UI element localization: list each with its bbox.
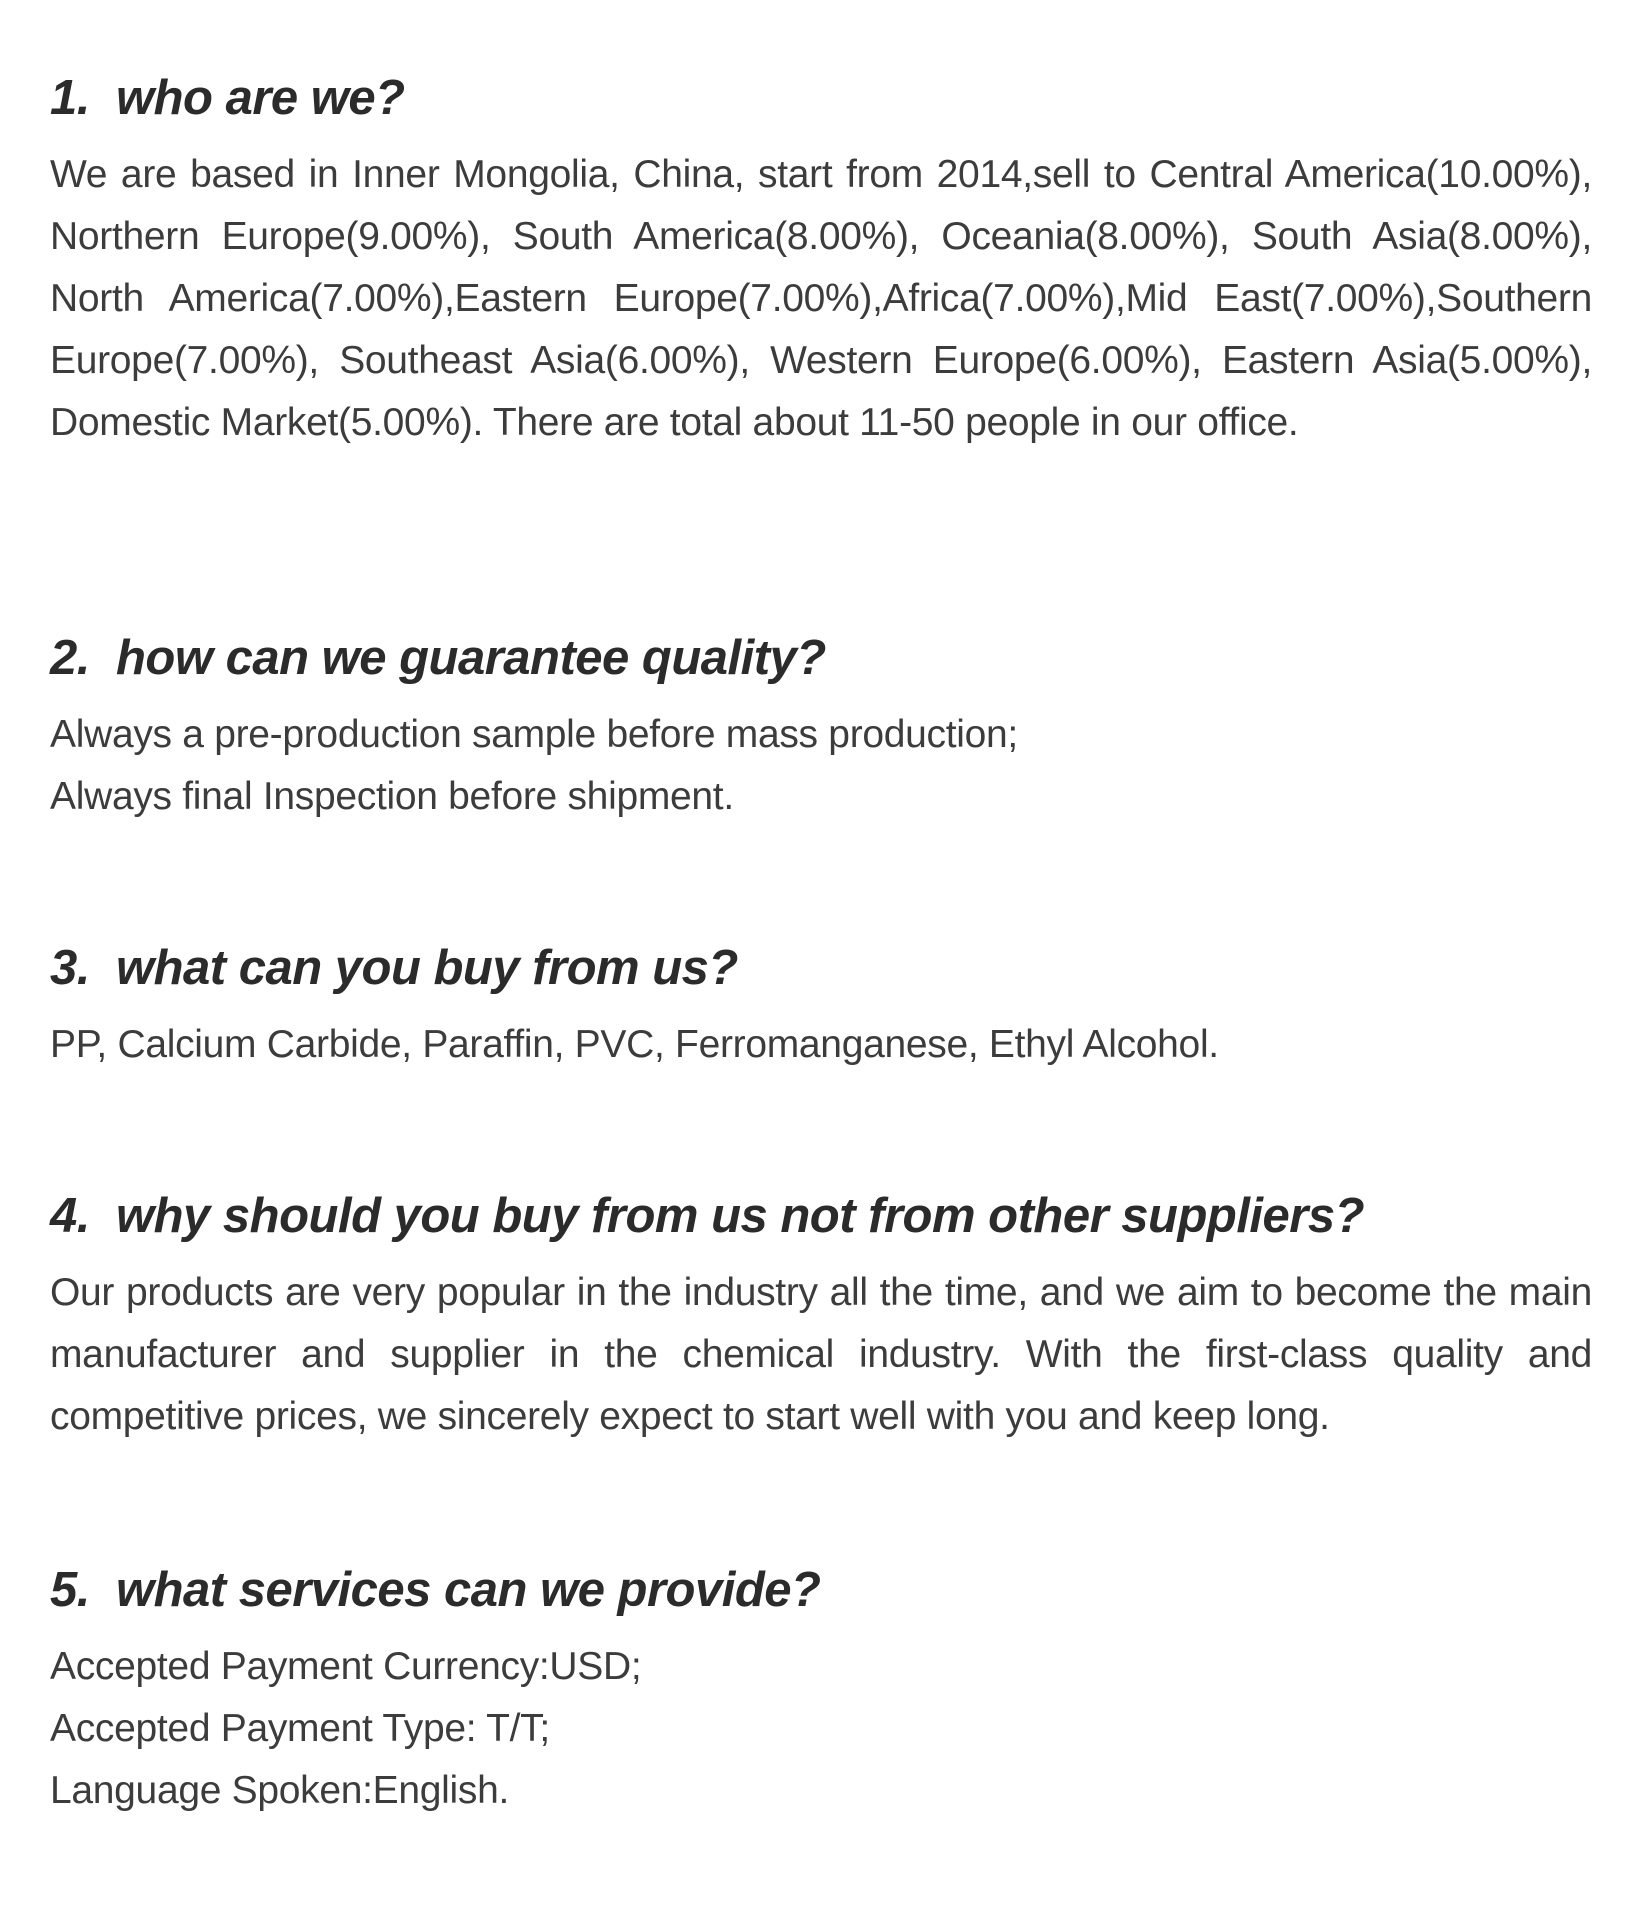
faq-question-heading [50, 628, 1592, 688]
faq-question-heading [50, 1560, 1592, 1620]
question-text: who are we? [116, 71, 405, 125]
answer-line: Language Spoken:English. [50, 1769, 510, 1812]
faq-question-heading [50, 938, 1592, 998]
faq-answer: PP, Calcium Carbide, Paraffin, PVC, Ferromanganese, Ethyl Alcohol. [50, 1023, 1219, 1066]
answer-line: Always final Inspection before shipment. [50, 775, 734, 818]
faq-answer: Our products are very popular in the industry all the time, and we aim to become the main manufacturer and supplier in the chemical industry. With the first-class quality and competitive prices, we sincerely expect to start well with you and keep long. [50, 1271, 1592, 1438]
question-number: 5. [50, 1563, 90, 1617]
question-number: 3. [50, 941, 90, 995]
faq-question-heading [50, 68, 1592, 128]
answer-line: Always a pre-production sample before mass production; [50, 713, 1018, 756]
question-text: how can we guarantee quality? [116, 631, 826, 685]
faq-section-services [50, 1560, 1592, 1822]
question-text: what services can we provide? [116, 1563, 821, 1617]
question-text: what can you buy from us? [116, 941, 738, 995]
question-number: 2. [50, 631, 90, 685]
question-number: 4. [50, 1189, 90, 1243]
answer-line: Accepted Payment Type: T/T; [50, 1707, 550, 1750]
faq-answer [50, 1636, 1592, 1822]
faq-answer: We are based in Inner Mongolia, China, start from 2014,sell to Central America(10.00%), Northern Europe(9.00%), South America(8.00%), Oceania(8.00%), South Asia(8.00%), North America(7.00%),Eastern Europe(7.00%),Africa(7.00%),Mid East(7.00%),Southern Europe(7.00%), Southeast Asia(6.00%), Western Europe(6.00%), Eastern Asia(5.00%), Domestic Market(5.00%). There are total about 11-50 people in our office. [50, 153, 1592, 444]
faq-section-quality-guarantee [50, 628, 1592, 828]
faq-section-what-to-buy [50, 938, 1592, 1076]
answer-line: Accepted Payment Currency:USD; [50, 1645, 642, 1688]
question-text: why should you buy from us not from other suppliers? [116, 1189, 1365, 1243]
faq-section-why-buy-from-us [50, 1186, 1592, 1448]
faq-section-who-are-we [50, 68, 1592, 454]
faq-answer [50, 704, 1592, 828]
question-number: 1. [50, 71, 90, 125]
faq-question-heading [50, 1186, 1592, 1246]
